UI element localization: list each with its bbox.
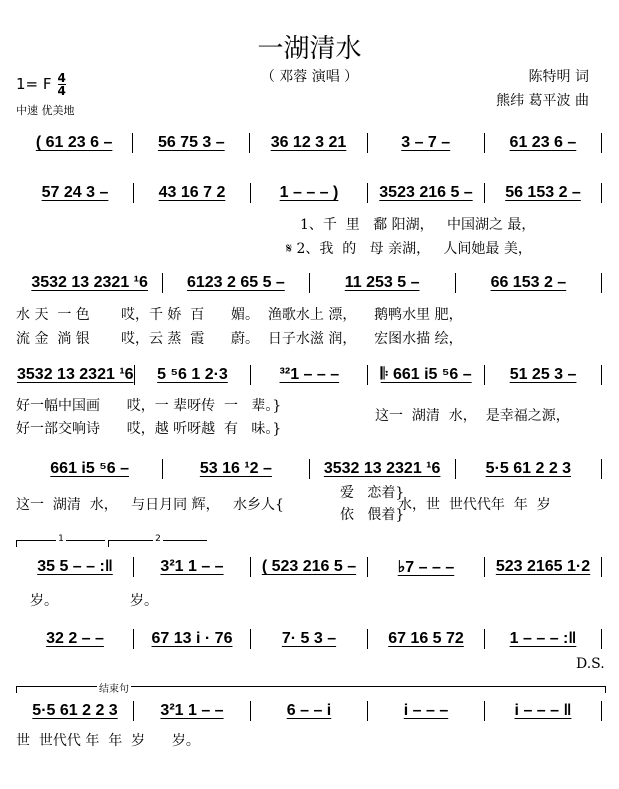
measure: 35 5 – – :‖ [37,558,113,575]
dal-segno-mark: D.S. [576,656,605,672]
measure: 11 253 5 – [344,274,420,291]
time-signature [58,72,66,97]
score-line [16,458,602,480]
barline [601,365,602,385]
measure: 67 13 i · 76 [151,630,233,647]
song-title: 一湖清水 [257,34,362,64]
barline [601,629,602,649]
volta-bracket [16,534,105,547]
lyric-line: 好一幅中国画 哎，一 辈呀传 一 辈。} [16,398,282,414]
measure: 3532 13 2321 ¹6 [17,366,134,383]
measure: 36 12 3 21 [270,134,347,151]
measure: ♭7 – – – [397,559,455,576]
barline [601,183,602,203]
measure: 3532 13 2321 ¹6 [31,274,148,291]
measure: 56 75 3 – [157,134,225,151]
key-signature [16,72,66,97]
measure: 56 153 2 – [505,184,581,201]
measure: ( 61 23 6 – [35,134,113,151]
measure: 53 16 ¹2 – [199,460,272,477]
lyric-line: 这一 湖清 水， 是幸福之源， [375,408,570,424]
time-bottom: 4 [57,84,66,98]
measure: 5·5 61 2 2 3 [32,702,118,719]
measure: i – – – ‖ [514,702,572,719]
measure: 3532 13 2321 ¹6 [323,460,441,477]
volta-number: 2 [155,534,161,544]
score-line [16,628,602,650]
measure: 523 2165 1·2 [495,558,591,575]
composer-credit: 熊纬 葛平波 曲 [496,93,589,109]
lyric-line: 岁。 [30,593,58,609]
measure: 3 – 7 – [401,134,451,151]
measure: 1 – – – :‖ [509,630,577,647]
measure: 3523 216 5 – [379,184,473,201]
time-top: 4 [57,71,66,85]
measure: 7· 5 3 – [281,630,337,647]
measure: ( 523 216 5 – [261,558,357,575]
singer-credit: （ 邓蓉 演唱 ） [260,69,359,85]
lyric-line: 流 金 淌 银 哎，云 蒸 霞 蔚。 日子水滋 润， 宏图水描 绘， [16,331,463,347]
measure: 6 – – i [286,702,332,719]
key-label: 1= F [16,75,52,93]
lyric-line: 爱 恋着} [340,485,405,501]
score-line [16,556,602,578]
score-line [16,182,602,204]
measure: 5 ⁵6 1 2·3 [157,366,228,383]
volta-number: 1 [58,534,64,544]
measure: 661 i5 ⁵6 – [50,460,129,477]
tempo-marking: 中速 优美地 [16,104,75,117]
lyric-line: 好一部交响诗 哎，越 听呀越 有 味。} [16,421,282,437]
measure: 67 16 5 72 [388,630,464,647]
ending-label: 结束句 [99,684,129,695]
lyricist-credit: 陈特明 词 [528,69,589,85]
ending-bracket [16,686,606,693]
measure: ³²1 – – – [279,366,340,383]
barline [601,133,602,153]
measure: 51 25 3 – [509,366,577,383]
score-line [16,364,602,386]
volta-bracket [108,534,207,547]
measure: 66 153 2 – [490,274,567,291]
lyric-line: 世 世代代 年 年 岁 岁。 [16,733,200,749]
score-line [16,700,602,722]
barline [601,459,602,479]
measure: 43 16 7 2 [158,184,226,201]
lyric-line: 水 天 一 色 哎，千 娇 百 媚。 渔歌水上 漂， 鹅鸭水里 肥， [16,307,463,323]
lyric-line: 依 偎着} [340,507,405,523]
measure: 61 23 6 – [509,134,577,151]
measure: 32 2 – – [46,630,104,647]
measure: i – – – [403,702,449,719]
measure: 1 – – – ) [279,184,339,201]
barline [601,701,602,721]
lyric-line: 这一 湖清 水， 与日月同 辉， 水乡人{ [16,497,284,513]
measure: 6123 2 65 5 – [186,274,285,291]
lyric-line: 𝄋 2、我 的 母 亲湖， 人间她最 美， [286,241,532,257]
lyric-line: 1、千 里 鄱 阳湖， 中国湖之 最， [300,217,536,233]
measure: 57 24 3 – [41,184,109,201]
barline [601,557,602,577]
lyric-line: 岁。 [130,593,158,609]
barline [601,273,602,293]
measure: 3²1 1 – – [160,558,224,575]
score-line [16,132,602,154]
measure: 𝄆 661 i5 ⁵6 – [380,366,472,383]
score-line [16,272,602,294]
measure: 5·5 61 2 2 3 [485,460,572,477]
measure: 3²1 1 – – [160,702,224,719]
lyric-line: 水，世 世代代年 年 岁 [398,497,551,513]
